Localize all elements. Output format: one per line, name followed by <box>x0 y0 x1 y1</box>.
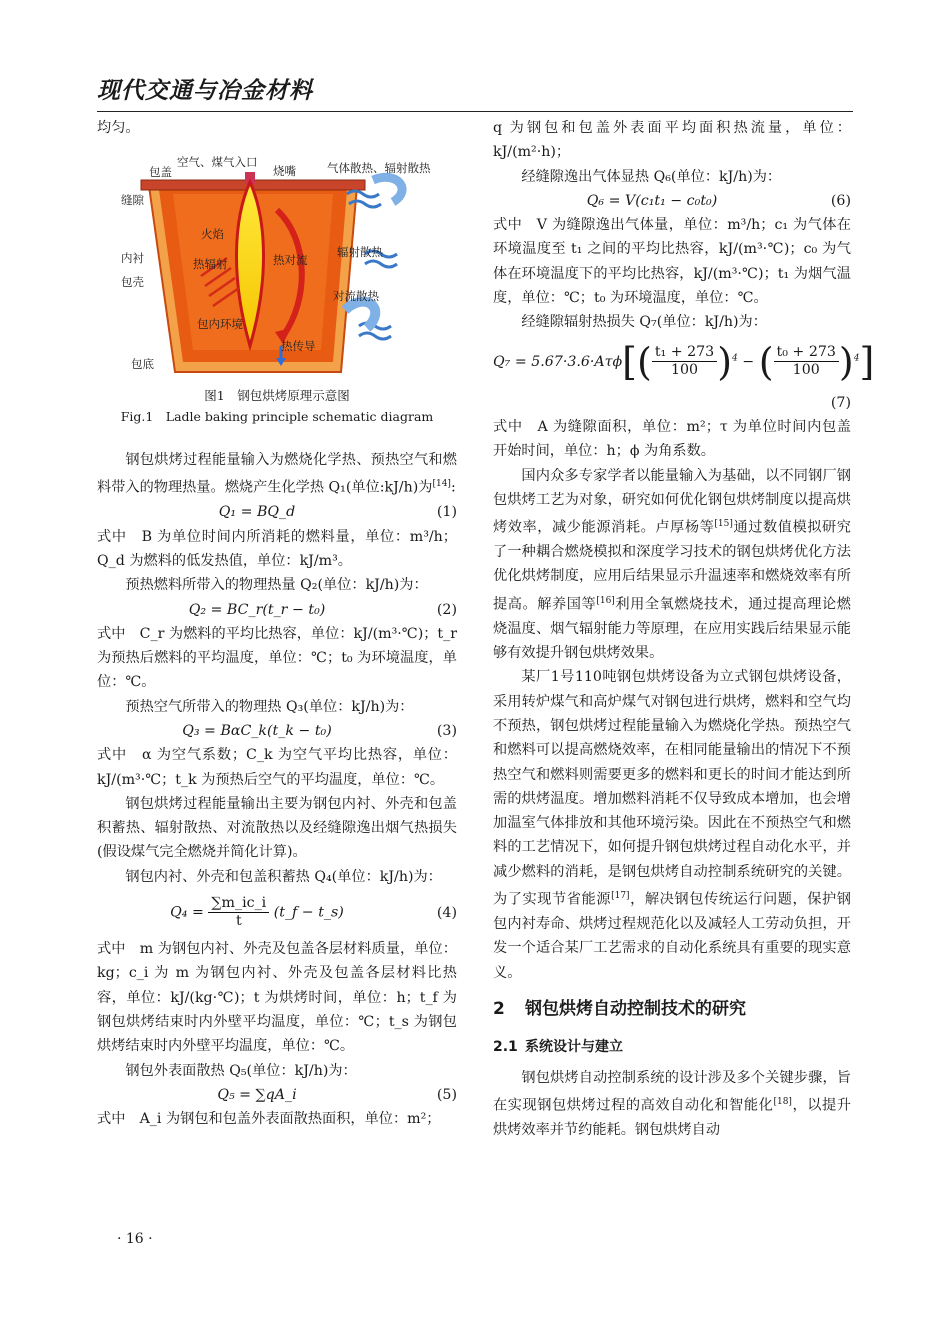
subsection-heading: 2.1 系统设计与建立 <box>493 1039 623 1056</box>
page-number: · 16 · <box>117 1231 153 1247</box>
paragraph: 式中 A_i 为钢包和包盖外表面散热面积，单位：m²； <box>97 1111 441 1128</box>
paragraph: 式中 α 为空气系数；C_k 为空气平均比热容，单位：kJ/(m³·℃；t_k 为预热后空气的平均温度，单位：℃。 <box>97 747 457 788</box>
equation-7-number: (7) <box>830 394 851 411</box>
label-burner: 烧嘴 <box>273 164 296 178</box>
equation-5: Q₅ = ∑qA_i (5) <box>217 1086 457 1103</box>
gas-escape-arrow <box>373 177 402 202</box>
label-ladle-env: 包内环境 <box>197 317 243 331</box>
citation: [17] <box>611 891 630 902</box>
label-gap: 缝隙 <box>121 193 144 207</box>
paragraph: 式中 B 为单位时间内所消耗的燃料量，单位：m³/h；Q_d 为燃料的低发热值，单位：kJ/m³。 <box>97 528 457 569</box>
paragraph: 式中 A 为缝隙面积，单位：m²；τ 为单位时间内包盖开始时间，单位：h；ϕ 为角系数。 <box>493 418 851 460</box>
label-bottom: 包底 <box>131 357 154 371</box>
figure-caption-zh: 图1 钢包烘烤原理示意图 <box>204 388 350 403</box>
paragraph: 均匀。 <box>97 120 140 136</box>
equation-4: Q₄ = $\frac{\sum m\_ic\_i}{t}$ (t_f − t_s) (4) <box>170 895 457 930</box>
paragraph: 式中 C_r 为燃料的平均比热容，单位：kJ/(m³·℃)；t_r 为预热后燃料的平均温度，单位：℃；t₀ 为环境温度，单位：℃。 <box>97 625 457 691</box>
paragraph: 经缝隙逸出气体显热 Q₆(单位：kJ/h)为： <box>521 168 782 185</box>
equation-6: Q₆ = V(c₁t₁ − c₀t₀) (6) <box>586 192 851 209</box>
label-convection-loss: 对流散热 <box>333 289 379 303</box>
label-lining: 内衬 <box>121 251 144 265</box>
paragraph: 钢包内衬、外壳和包盖积蓄热 Q₄(单位：kJ/h)为： <box>125 868 442 885</box>
citation: [16] <box>596 595 615 606</box>
ladle-baking-diagram <box>97 150 457 382</box>
paragraph: 钢包烘烤过程能量输出主要为钢包内衬、外壳和包盖积蓄热、辐射散热、对流散热以及经缝隙逸出烟气热损失(假设煤气完全燃烧并简化计算)。 <box>97 795 457 861</box>
section-heading: 2 钢包烘烤自动控制技术的研究 <box>493 999 746 1019</box>
label-flame: 火焰 <box>201 227 224 241</box>
label-gas-radiation: 气体散热、辐射散热 <box>327 161 431 175</box>
journal-title: 现代交通与冶金材料 <box>97 78 313 104</box>
figure-caption-en: Fig.1 Ladle baking principle schematic diagram <box>120 409 434 424</box>
equation-1: Q₁ = BQ_d (1) <box>218 504 457 521</box>
label-heat-radiation: 热辐射 <box>193 257 228 271</box>
equation-3: Q₃ = BαC_k(t_k − t₀) (3) <box>182 723 457 739</box>
paragraph: 预热空气所带入的物理热 Q₃(单位：kJ/h)为： <box>125 698 414 715</box>
header-rule <box>97 111 853 112</box>
left-column <box>97 448 457 1131</box>
paragraph: 钢包外表面散热 Q₅(单位：kJ/h)为： <box>125 1062 357 1079</box>
citation: [15] <box>714 519 733 530</box>
label-heat-convection: 热对流 <box>273 253 308 267</box>
paragraph: 钢包烘烤自动控制系统的设计涉及多个关键步骤，旨在实现钢包烘烤过程的高效自动化和智能化[18]，以提升烘烤效率并节约能耗。钢包烘烤自动 <box>493 1069 851 1138</box>
left-column-top <box>97 116 457 140</box>
citation: [14] <box>432 479 451 490</box>
paragraph: 预热燃料所带入的物理热量 Q₂(单位：kJ/h)为： <box>125 577 428 594</box>
label-radiation-loss: 辐射散热 <box>337 245 383 259</box>
label-cover: 包盖 <box>149 165 172 179</box>
citation: [18] <box>773 1096 792 1107</box>
label-conduction: 热传导 <box>281 339 316 353</box>
label-shell: 包壳 <box>121 275 144 289</box>
paragraph: 钢包烘烤过程能量输入为燃烧化学热、预热空气和燃料带入的物理热量。燃烧产生化学热 Q₁(单位:kJ/h)为[14]: <box>97 452 457 497</box>
equation-7: Q₇ = 5.67·3.6·Aτϕ[( $\frac{\text{t₁ + 273}}{100}$ )$^4$ − ( $\frac{\text{t₀ + 273}}{100}$ )$^4$] <box>493 339 875 384</box>
paragraph: 国内众多专家学者以能量输入为基础，以不同钢厂钢包烘烤工艺为对象，研究如何优化钢包烘烤制度以提高烘烤效率，减少能源消耗。卢厚杨等[15]通过数值模拟研究了一种耦合燃烧模拟和深度学习技术的钢包烘烤优化方法优化烘烤制度，应用后结果显示升温速率和燃烧效率有所提高。解养国等[16]利用全氧燃烧技术，通过提高理论燃烧温度、烟气辐射能力等原理，在应用实践后结果显示能够有效提升钢包烘烤效果。 <box>493 467 851 662</box>
label-air-inlet: 空气、煤气入口 <box>177 155 258 169</box>
paragraph: q 为钢包和包盖外表面平均面积热流量，单位：kJ/(m²·h)； <box>493 120 851 161</box>
equation-2: Q₂ = BC_r(t_r − t₀) (2) <box>188 601 457 618</box>
paragraph: 式中 m 为钢包内衬、外壳及包盖各层材料质量，单位：kg；c_i 为 m 为钢包内衬、外壳及包盖各层材料比热容，单位：kJ/(kg·℃)；t 为烘烤时间，单位：h；t_f 为钢包烘烤结束时内外壁平均温度，单位：℃；t_s 为钢包烘烤结束时内外壁平均温度，单位：℃。 <box>97 941 457 1055</box>
paragraph: 某厂1号110吨钢包烘烤设备为立式钢包烘烤设备，采用转炉煤气和高炉煤气对钢包进行烘烤，燃料和空气均不预热，钢包烘烤过程能量输入为燃烧化学热。预热空气和燃料可以提高燃烧效率，在相同能量输出的情况下不预热空气和燃料则需要更多的燃料和更长的时间才能达到所需的烘烤温度。增加燃料消耗不仅导致成本增加，也会增加温室气体排放和其他环境污染。因此在不预热空气和燃料的工艺情况下，如何提升钢包烘烤过程自动化水平，并减少燃料的消耗，是钢包烘烤自动控制系统研究的关键。为了实现节省能源[17]，解决钢包传统运行问题，保护钢包内衬寿命、烘烤过程规范化以及减轻人工劳动负担，开发一个适合某厂工艺需求的自动化系统具有重要的现实意义。 <box>493 669 851 981</box>
paragraph: 经缝隙辐射热损失 Q₇(单位：kJ/h)为： <box>521 314 767 331</box>
right-column <box>493 116 875 1142</box>
paragraph: 式中 V 为缝隙逸出气体量，单位：m³/h；c₁ 为气体在环境温度至 t₁ 之间的平均比热容，kJ/(m³·℃)；c₀ 为气体在环境温度下的平均比热容，kJ/(m³·℃)；t₁ 为烟气温度，单位：℃；t₀ 为环境温度，单位：℃。 <box>493 217 851 307</box>
